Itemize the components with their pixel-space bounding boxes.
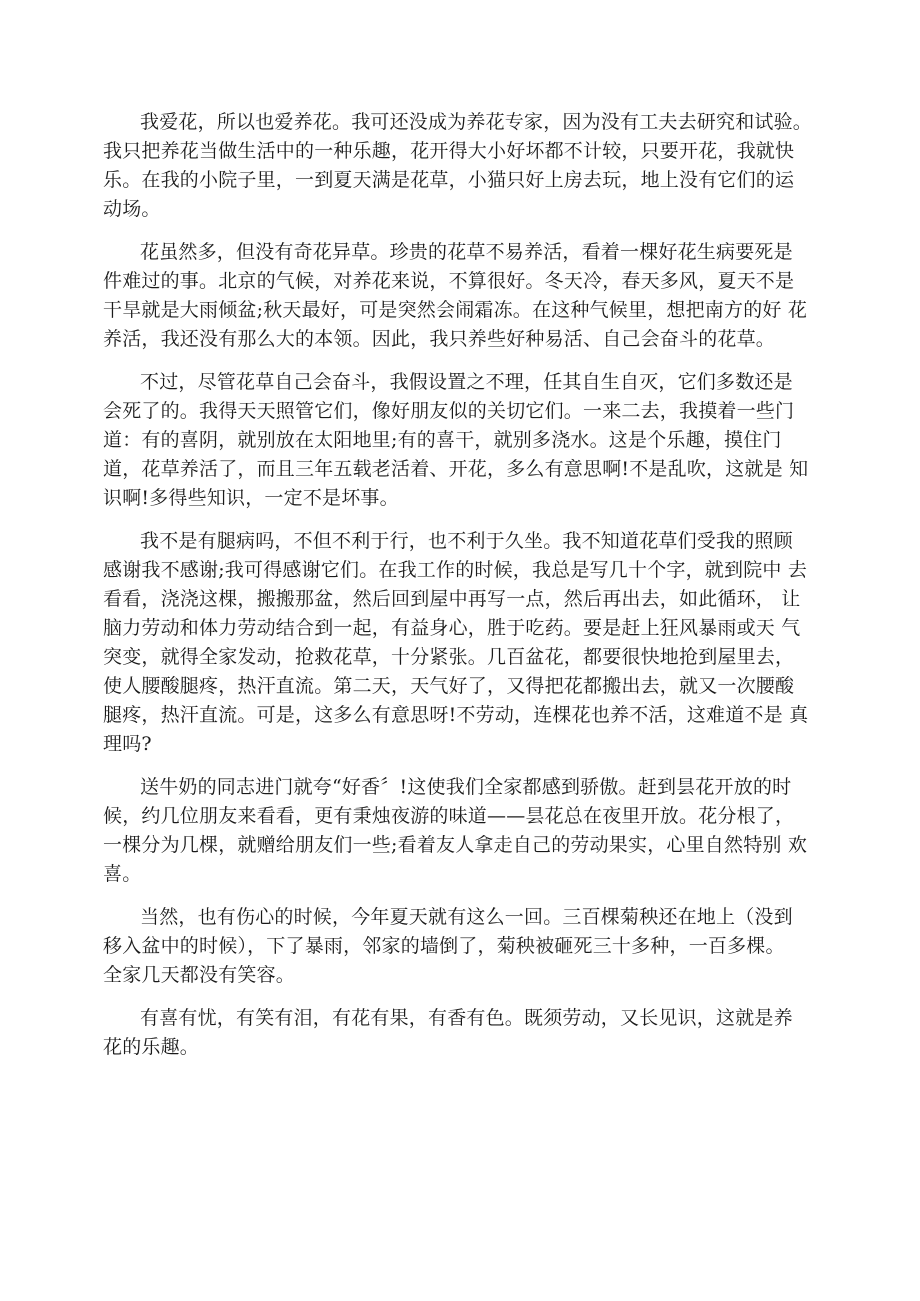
- text-line: 使人腰酸腿疼，热汗直流。第二天，天气好了，又得把花都搬出去，就又一次腰酸: [103, 675, 795, 697]
- text-line: 有喜有忧，有笑有泪，有花有果，有香有色。既须劳动，又长见识，这就是养: [140, 1007, 793, 1029]
- text-line: 会死了的。我得天天照管它们，像好朋友似的关切它们。一来二去，我摸着一些门: [103, 400, 795, 422]
- paragraph-6: [103, 903, 825, 990]
- paragraph-3: [103, 368, 825, 513]
- text-line: 养活，我还没有那么大的本领。因此，我只养些好种易活、自己会奋斗的花草。: [103, 328, 776, 350]
- text-line: 动场。: [103, 198, 161, 220]
- text-line: 感谢我不感谢;我可得感谢它们。在我工作的时候，我总是写几十个字，就到院中 去: [103, 559, 808, 581]
- text-line: 全家几天都没有笑容。: [103, 964, 296, 986]
- text-line: 理吗?: [103, 733, 152, 755]
- paragraph-5: [103, 773, 825, 889]
- text-line: 看看，浇浇这棵，搬搬那盆，然后回到屋中再写一点，然后再出去，如此循环， 让: [103, 588, 801, 610]
- text-line: 乐。在我的小院子里，一到夏天满是花草，小猫只好上房去玩，地上没有它们的运: [103, 169, 795, 191]
- text-line: 喜。: [103, 863, 142, 885]
- text-line: 突变，就得全家发动，抢救花草，十分紧张。几百盆花，都要很快地抢到屋里去，: [103, 646, 795, 668]
- text-line: 花的乐趣。: [103, 1036, 200, 1058]
- text-line: 一棵分为几棵，就赠给朋友们一些;看着友人拿走自己的劳动果实，心里自然特别 欢: [103, 834, 808, 856]
- text-line: 识啊!多得些知识，一定不是坏事。: [103, 487, 399, 509]
- text-line: 花虽然多，但没有奇花异草。珍贵的花草不易养活，看着一棵好花生病要死是: [140, 241, 793, 263]
- text-line: 脑力劳动和体力劳动结合到一起，有益身心，胜于吃药。要是赶上狂风暴雨或天 气: [103, 617, 801, 639]
- paragraph-1: [103, 108, 825, 224]
- paragraph-7: [103, 1004, 825, 1062]
- text-line: 不过，尽管花草自己会奋斗，我假设置之不理，任其自生自灭，它们多数还是: [140, 371, 793, 393]
- text-line: 我不是有腿病吗，不但不利于行，也不利于久坐。我不知道花草们受我的照顾: [140, 530, 793, 552]
- text-line: 候，约几位朋友来看看，更有秉烛夜游的味道——昙花总在夜里开放。花分根了，: [103, 805, 795, 827]
- text-line: 我爱花，所以也爱养花。我可还没成为养花专家，因为没有工夫去研究和试验。: [140, 111, 813, 133]
- text-line: 腿疼，热汗直流。可是，这多么有意思呀!不劳动，连棵花也养不活，这难道不是 真: [103, 704, 809, 726]
- text-line: 移入盆中的时候），下了暴雨，邻家的墙倒了，菊秧被砸死三十多种，一百多棵。: [103, 935, 785, 957]
- text-line: 干旱就是大雨倾盆;秋天最好，可是突然会闹霜冻。在这种气候里，想把南方的好 花: [103, 299, 808, 321]
- text-line: 我只把养花当做生活中的一种乐趣，花开得大小好坏都不计较，只要开花，我就快: [103, 140, 795, 162]
- text-line: 当然，也有伤心的时候，今年夏天就有这么一回。三百棵菊秧还在地上（没到: [140, 906, 793, 928]
- text-line: 件难过的事。北京的气候，对养花来说，不算很好。冬天冷，春天多风，夏天不是: [103, 270, 795, 292]
- article-body: [103, 108, 825, 1076]
- paragraph-2: [103, 238, 825, 354]
- text-line: 送牛奶的同志进门就夸“好香〞!这使我们全家都感到骄傲。赶到昙花开放的时: [140, 776, 792, 798]
- text-line: 道：有的喜阴，就别放在太阳地里;有的喜干，就别多浇水。这是个乐趣，摸住门: [103, 429, 782, 451]
- text-line: 道，花草养活了，而且三年五载老活着、开花，多么有意思啊!不是乱吹，这就是 知: [103, 458, 809, 480]
- paragraph-4: [103, 527, 825, 759]
